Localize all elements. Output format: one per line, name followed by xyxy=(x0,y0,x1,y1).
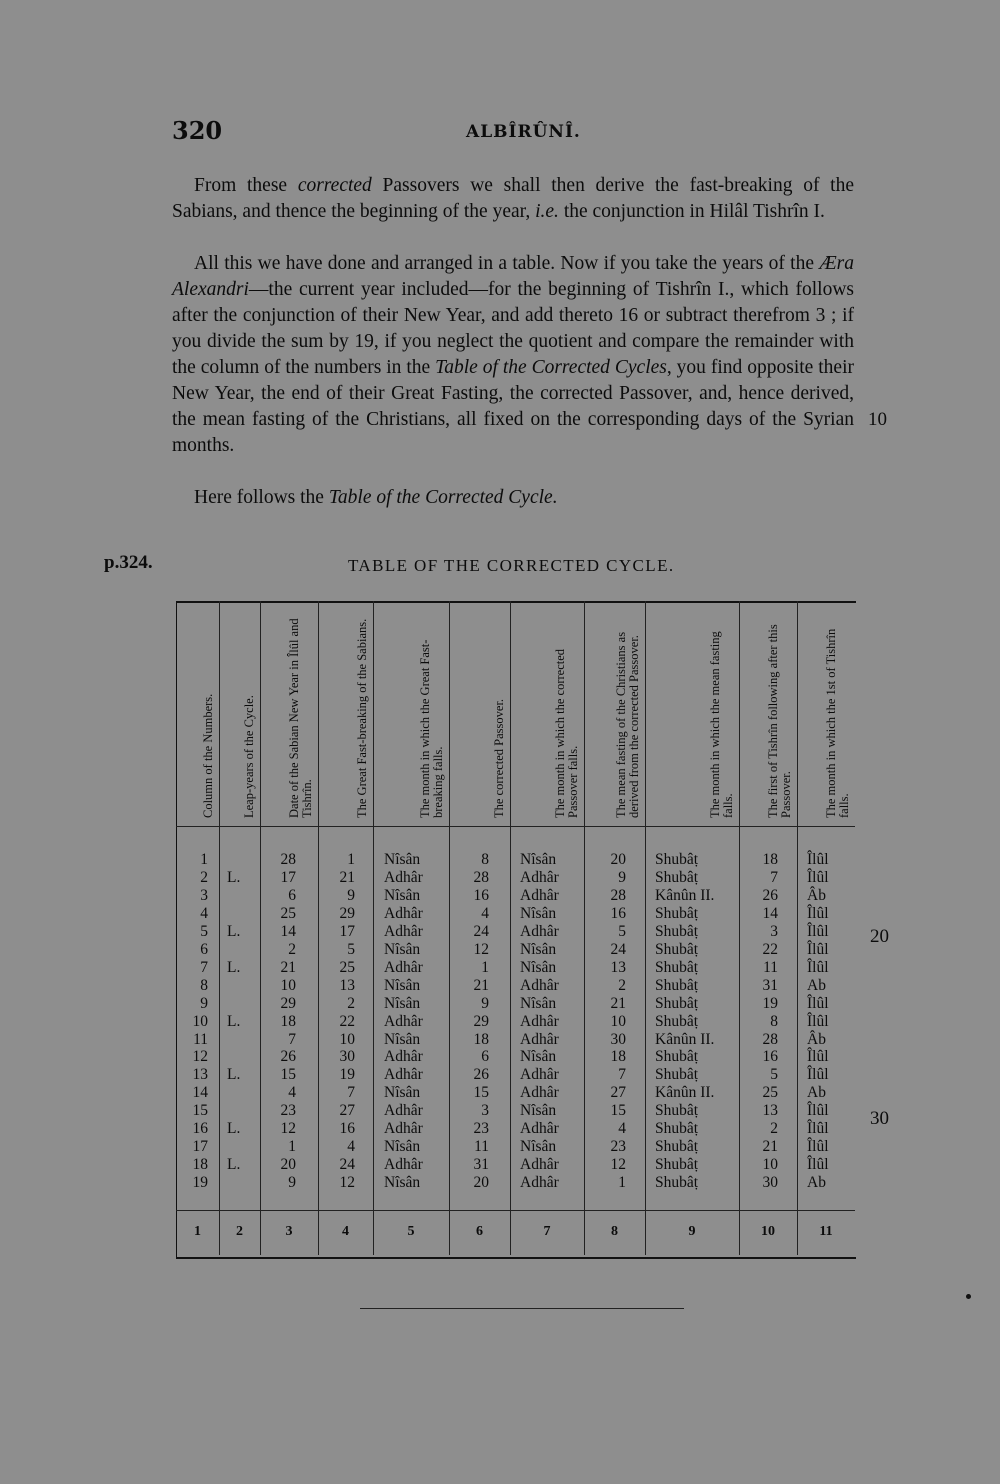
column-number-footer: 1 xyxy=(194,1224,201,1239)
table-cell: 1 xyxy=(618,1174,626,1192)
table-cell: Shubâṭ xyxy=(655,1102,699,1120)
p1-run-2: Passovers we shall then derive the fast-breaking of the Sabians, and thence the beginning of the year, xyxy=(172,175,854,222)
column-header-6 xyxy=(455,608,506,818)
table-cell: 8 xyxy=(200,976,208,994)
column-rule xyxy=(739,601,740,1255)
table-cell: Nîsân xyxy=(384,1084,421,1102)
column-header-text: Date of the Sabian New Year in Îlûl and Tishrîn. xyxy=(287,618,314,818)
table-cell: 9 xyxy=(200,994,208,1012)
table-cell: 30 xyxy=(339,1048,355,1066)
table-cell: Îlûl xyxy=(807,1066,829,1084)
table-cell: Nîsân xyxy=(384,886,421,904)
table-cell: 26 xyxy=(280,1048,296,1066)
table-cell: 12 xyxy=(280,1120,296,1138)
table-cell: 11 xyxy=(193,1030,208,1048)
column-header-2 xyxy=(225,608,256,818)
table-cell: 21 xyxy=(762,1138,778,1156)
table-cell: 22 xyxy=(762,940,778,958)
table-cell: 15 xyxy=(473,1084,489,1102)
table-cell: 28 xyxy=(610,886,626,904)
table-cell: 13 xyxy=(339,976,355,994)
table-cell: 10 xyxy=(610,1012,626,1030)
p1-run-1: corrected xyxy=(297,175,372,196)
table-cell: 19 xyxy=(192,1174,208,1192)
table-cell: 28 xyxy=(280,851,296,868)
column-rule xyxy=(645,601,646,1255)
column-header-text: The month in which the mean fasting falls. xyxy=(708,631,735,818)
table-cell: Shubâṭ xyxy=(655,1066,699,1084)
table-cell: Îlûl xyxy=(807,851,829,868)
table-cell: 12 xyxy=(473,940,489,958)
table-cell: 3 xyxy=(200,886,208,904)
table-cell: Adhâr xyxy=(520,1066,559,1084)
column-rule xyxy=(797,601,798,1255)
table-cell: Adhâr xyxy=(520,1030,559,1048)
column-header-text: The corrected Passover. xyxy=(492,698,506,818)
column-header-text: Leap-years of the Cycle. xyxy=(242,695,256,818)
column-number-footer: 9 xyxy=(688,1224,696,1239)
table-cell: 15 xyxy=(280,1066,296,1084)
table-cell: Adhâr xyxy=(384,1012,423,1030)
table-cell: 23 xyxy=(280,1102,296,1120)
p2-run-0: All this we have done and arranged in a table. Now if you take the years of the xyxy=(194,253,820,274)
table-cell: Shubâṭ xyxy=(655,904,699,922)
table-cell: Adhâr xyxy=(384,922,423,940)
paragraph-3 xyxy=(172,485,854,511)
table-cell: L. xyxy=(227,1066,241,1084)
table-cell: Îlûl xyxy=(807,868,829,886)
table-cell: Nîsân xyxy=(520,1102,557,1120)
table-cell: 21 xyxy=(610,994,626,1012)
column-number-footer: 10 xyxy=(761,1224,775,1239)
table-cell: 10 xyxy=(280,976,296,994)
paragraph-1 xyxy=(172,173,854,225)
table-cell: L. xyxy=(227,1012,241,1030)
table-cell: 15 xyxy=(610,1102,626,1120)
column-number-footer: 11 xyxy=(819,1224,833,1239)
table-cell: 18 xyxy=(192,1156,208,1174)
table-cell: 16 xyxy=(610,904,626,922)
column-header-7 xyxy=(516,608,580,818)
column-rule xyxy=(449,601,450,1255)
table-cell: 27 xyxy=(610,1084,626,1102)
table-cell: Ab xyxy=(807,1084,826,1102)
table-cell: Adhâr xyxy=(384,904,423,922)
table-cell: Shubâṭ xyxy=(655,868,699,886)
table-cell: 4 xyxy=(618,1120,626,1138)
column-number-footer: 3 xyxy=(285,1224,293,1239)
table-cell: 20 xyxy=(280,1156,296,1174)
column-header-text: The first of Tishrîn following after this Passover. xyxy=(766,624,793,818)
table-cell: 13 xyxy=(610,958,626,976)
table-cell: L. xyxy=(227,1120,241,1138)
table-cell: Îlûl xyxy=(807,904,829,922)
table-cell: 1 xyxy=(200,851,208,868)
table-cell: Adhâr xyxy=(520,1156,559,1174)
column-header-5 xyxy=(379,608,445,818)
table-cell: 16 xyxy=(192,1120,208,1138)
table-cell: Ab xyxy=(807,1174,826,1192)
table-cell: 8 xyxy=(481,851,489,868)
table-cell: Âb xyxy=(807,886,826,904)
table-cell: Nîsân xyxy=(520,1048,557,1066)
p3-run-0: Here follows the xyxy=(194,487,329,508)
table-cell: 17 xyxy=(192,1138,208,1156)
table-cell: 26 xyxy=(762,886,778,904)
table-cell: 25 xyxy=(762,1084,778,1102)
table-cell: Adhâr xyxy=(384,1156,423,1174)
table-cell: 2 xyxy=(288,940,296,958)
margin-line-number-10: 10 xyxy=(868,409,887,430)
table-cell: 9 xyxy=(288,1174,296,1192)
p2-run-3: Table of the Corrected Cycles xyxy=(435,357,667,378)
table-cell: Adhâr xyxy=(384,1120,423,1138)
table-cell: 21 xyxy=(473,976,489,994)
table-cell: Adhâr xyxy=(520,1174,559,1192)
column-header-11 xyxy=(803,608,851,818)
table-cell: Kânûn II. xyxy=(655,1084,715,1102)
table-cell: L. xyxy=(227,1156,241,1174)
table-cell: 4 xyxy=(347,1138,355,1156)
table-cell: 31 xyxy=(762,976,778,994)
table-cell: 7 xyxy=(618,1066,626,1084)
table-cell: 25 xyxy=(280,904,296,922)
table-cell: 19 xyxy=(339,1066,355,1084)
table-cell: 23 xyxy=(610,1138,626,1156)
table-cell: Îlûl xyxy=(807,922,829,940)
table-cell: 7 xyxy=(347,1084,355,1102)
table-cell: 16 xyxy=(473,886,489,904)
table-cell: Shubâṭ xyxy=(655,1138,699,1156)
ink-dot xyxy=(966,1294,971,1299)
p2-run-2: —the current year included—for the beginning of Tishrîn I., which follows after the conjunction of their New Year, and add thereto 16 or subtract therefrom 3 ; if you divide the sum by 19, if you neglect the quotient and compare the remainder with the column of the numbers in the xyxy=(172,279,854,378)
table-cell: Nîsân xyxy=(384,851,421,868)
column-number-footer: 4 xyxy=(342,1224,349,1239)
table-cell: Adhâr xyxy=(384,1048,423,1066)
table-cell: 4 xyxy=(200,904,208,922)
p3-run-1: Table of the Corrected Cycle. xyxy=(328,487,558,508)
table-cell: 18 xyxy=(610,1048,626,1066)
table-cell: Adhâr xyxy=(520,886,559,904)
column-number-footer: 5 xyxy=(407,1224,415,1239)
table-cell: Adhâr xyxy=(520,922,559,940)
table-cell: 8 xyxy=(770,1012,778,1030)
column-number-footer: 6 xyxy=(476,1224,483,1239)
column-number-footer: 8 xyxy=(611,1224,618,1239)
column-header-text: The Great Fast-breaking of the Sabians. xyxy=(355,618,369,818)
table-cell: 26 xyxy=(473,1066,489,1084)
table-title: TABLE OF THE CORRECTED CYCLE. xyxy=(348,556,675,575)
table-cell: 11 xyxy=(474,1138,489,1156)
column-header-1 xyxy=(182,608,215,818)
table-cell: 2 xyxy=(770,1120,778,1138)
table-cell: 14 xyxy=(280,922,296,940)
table-cell: Îlûl xyxy=(807,1012,829,1030)
table-cell: 19 xyxy=(762,994,778,1012)
table-cell: Nîsân xyxy=(384,994,421,1012)
table-cell: Adhâr xyxy=(520,976,559,994)
table-cell: Nîsân xyxy=(384,1174,421,1192)
table-cell: Adhâr xyxy=(520,1120,559,1138)
table-cell: 21 xyxy=(339,868,355,886)
table-cell: L. xyxy=(227,868,241,886)
table-cell: 7 xyxy=(288,1030,296,1048)
table-cell: Îlûl xyxy=(807,1048,829,1066)
table-cell: 20 xyxy=(610,851,626,868)
table-cell: 14 xyxy=(192,1084,208,1102)
table-cell: Nîsân xyxy=(384,940,421,958)
table-cell: 10 xyxy=(339,1030,355,1048)
table-cell: 18 xyxy=(473,1030,489,1048)
table-cell: 24 xyxy=(339,1156,355,1174)
column-header-text: Column of the Numbers. xyxy=(201,693,215,818)
table-cell: Nîsân xyxy=(520,904,557,922)
table-cell: Îlûl xyxy=(807,1102,829,1120)
table-cell: 1 xyxy=(481,958,489,976)
table-cell: 17 xyxy=(280,868,296,886)
header-rule xyxy=(176,826,855,827)
table-cell: Îlûl xyxy=(807,1138,829,1156)
table-cell: 12 xyxy=(339,1174,355,1192)
table-cell: 2 xyxy=(200,868,208,886)
table-cell: 30 xyxy=(610,1030,626,1048)
table-cell: Nîsân xyxy=(520,1138,557,1156)
table-cell: 29 xyxy=(473,1012,489,1030)
table-cell: 4 xyxy=(288,1084,296,1102)
table-cell: Îlûl xyxy=(807,994,829,1012)
page-number: 320 xyxy=(172,116,223,145)
table-cell: 27 xyxy=(339,1102,355,1120)
table-cell: 7 xyxy=(200,958,208,976)
table-cell: Nîsân xyxy=(520,940,557,958)
table-cell: Shubâṭ xyxy=(655,994,699,1012)
table-cell: Shubâṭ xyxy=(655,1012,699,1030)
table-cell: 29 xyxy=(339,904,355,922)
table-cell: Îlûl xyxy=(807,1156,829,1174)
column-number-footer: 2 xyxy=(236,1224,243,1239)
column-header-text: The month in which the 1st of Tishrîn falls. xyxy=(824,628,851,818)
p2-run-1: Æra Alexandri xyxy=(172,253,854,300)
column-header-8 xyxy=(590,608,641,818)
table-cell: 13 xyxy=(192,1066,208,1084)
table-cell: 6 xyxy=(200,940,208,958)
table-cell: 24 xyxy=(473,922,489,940)
column-rule xyxy=(584,601,585,1255)
table-cell: 9 xyxy=(618,868,626,886)
table-cell: Adhâr xyxy=(520,1084,559,1102)
table-cell: 13 xyxy=(762,1102,778,1120)
column-header-text: The month in which the corrected Passover falls. xyxy=(553,648,580,818)
table-cell: L. xyxy=(227,922,241,940)
table-cell: Shubâṭ xyxy=(655,976,699,994)
table-cell: Nîsân xyxy=(384,1030,421,1048)
table-cell: Shubâṭ xyxy=(655,1120,699,1138)
column-header-text: The month in which the Great Fast-breaking falls. xyxy=(418,639,445,818)
p1-run-4: the conjunction in Hilâl Tishrîn I. xyxy=(558,201,825,222)
table-cell: Adhâr xyxy=(384,958,423,976)
table-cell: 15 xyxy=(192,1102,208,1120)
table-cell: 2 xyxy=(347,994,355,1012)
table-cell: Nîsân xyxy=(520,958,557,976)
table-cell: Âb xyxy=(807,1030,826,1048)
p1-run-0: From these xyxy=(194,175,298,196)
table-cell: 3 xyxy=(770,922,778,940)
table-cell: Nîsân xyxy=(520,851,557,868)
table-cell: 31 xyxy=(473,1156,489,1174)
table-cell: 25 xyxy=(339,958,355,976)
table-cell: 30 xyxy=(762,1174,778,1192)
table-cell: 12 xyxy=(610,1156,626,1174)
table-cell: Shubâṭ xyxy=(655,958,699,976)
table-cell: 7 xyxy=(770,868,778,886)
table-cell: 24 xyxy=(610,940,626,958)
table-cell: Shubâṭ xyxy=(655,851,699,868)
column-header-9 xyxy=(651,608,735,818)
table-cell: 17 xyxy=(339,922,355,940)
bottom-rule xyxy=(360,1308,684,1309)
table-cell: 3 xyxy=(481,1102,489,1120)
table-cell: 18 xyxy=(762,851,778,868)
table-cell: Nîsân xyxy=(384,976,421,994)
table-cell: 12 xyxy=(192,1048,208,1066)
column-rule xyxy=(373,601,374,1255)
table-cell: 16 xyxy=(762,1048,778,1066)
table-cell: 22 xyxy=(339,1012,355,1030)
table-cell: 4 xyxy=(481,904,489,922)
table-cell: 14 xyxy=(762,904,778,922)
table-cell: Îlûl xyxy=(807,1120,829,1138)
table-cell: 10 xyxy=(192,1012,208,1030)
table-cell: Shubâṭ xyxy=(655,1156,699,1174)
column-rule xyxy=(219,601,220,1255)
table-cell: 6 xyxy=(481,1048,489,1066)
running-head: ALBÎRÛNÎ. xyxy=(466,122,581,142)
column-number-footer: 7 xyxy=(543,1224,551,1239)
table-cell: 5 xyxy=(200,922,208,940)
table-cell: Ab xyxy=(807,976,826,994)
column-header-text: The mean fasting of the Christians as derived from the corrected Passover. xyxy=(614,631,641,818)
margin-line-number-20: 20 xyxy=(870,926,889,947)
footer-rule xyxy=(176,1210,855,1211)
column-rule xyxy=(510,601,511,1255)
table-cell: Adhâr xyxy=(384,1066,423,1084)
paragraph-2 xyxy=(172,251,854,459)
table-cell: 21 xyxy=(280,958,296,976)
table-cell: Shubâṭ xyxy=(655,1048,699,1066)
table-cell: 1 xyxy=(288,1138,296,1156)
column-rule xyxy=(318,601,319,1255)
table-cell: 28 xyxy=(473,868,489,886)
margin-line-number-30: 30 xyxy=(870,1108,889,1129)
table-cell: Shubâṭ xyxy=(655,922,699,940)
table-cell: 9 xyxy=(481,994,489,1012)
table-cell: Adhâr xyxy=(384,868,423,886)
table-cell: 10 xyxy=(762,1156,778,1174)
table-cell: 1 xyxy=(347,851,355,868)
table-cell: 5 xyxy=(770,1066,778,1084)
table-cell: Shubâṭ xyxy=(655,1174,699,1192)
table-cell: 5 xyxy=(347,940,355,958)
table-cell: Shubâṭ xyxy=(655,940,699,958)
table-cell: Îlûl xyxy=(807,958,829,976)
table-cell: Kânûn II. xyxy=(655,886,715,904)
table-cell: Nîsân xyxy=(520,994,557,1012)
table-cell: Îlûl xyxy=(807,940,829,958)
table-cell: Adhâr xyxy=(520,1012,559,1030)
table-cell: 23 xyxy=(473,1120,489,1138)
table-cell: Adhâr xyxy=(384,1102,423,1120)
original-page-reference: p.324. xyxy=(104,552,153,573)
table-cell: 16 xyxy=(339,1120,355,1138)
p2-run-4: , you find opposite their New Year, the end of their Great Fasting, the corrected Passover, and, hence derived, the mean fasting of the Christians, all fixed on the corresponding days of the Syrian months. xyxy=(172,357,854,456)
table-cell: 28 xyxy=(762,1030,778,1048)
column-header-10 xyxy=(745,608,793,818)
table-cell: Kânûn II. xyxy=(655,1030,715,1048)
table-cell: 20 xyxy=(473,1174,489,1192)
table-cell: L. xyxy=(227,958,241,976)
table-cell: 18 xyxy=(280,1012,296,1030)
p1-run-3: i.e. xyxy=(535,201,559,222)
column-rule xyxy=(260,601,261,1255)
table-cell: 29 xyxy=(280,994,296,1012)
table-cell: Nîsân xyxy=(384,1138,421,1156)
table-cell: Adhâr xyxy=(520,868,559,886)
table-cell: 9 xyxy=(347,886,355,904)
table-cell: 11 xyxy=(763,958,778,976)
table-cell: 2 xyxy=(618,976,626,994)
table-cell: 6 xyxy=(288,886,296,904)
column-header-3 xyxy=(266,608,314,818)
table-cell: 5 xyxy=(618,922,626,940)
column-header-4 xyxy=(324,608,369,818)
